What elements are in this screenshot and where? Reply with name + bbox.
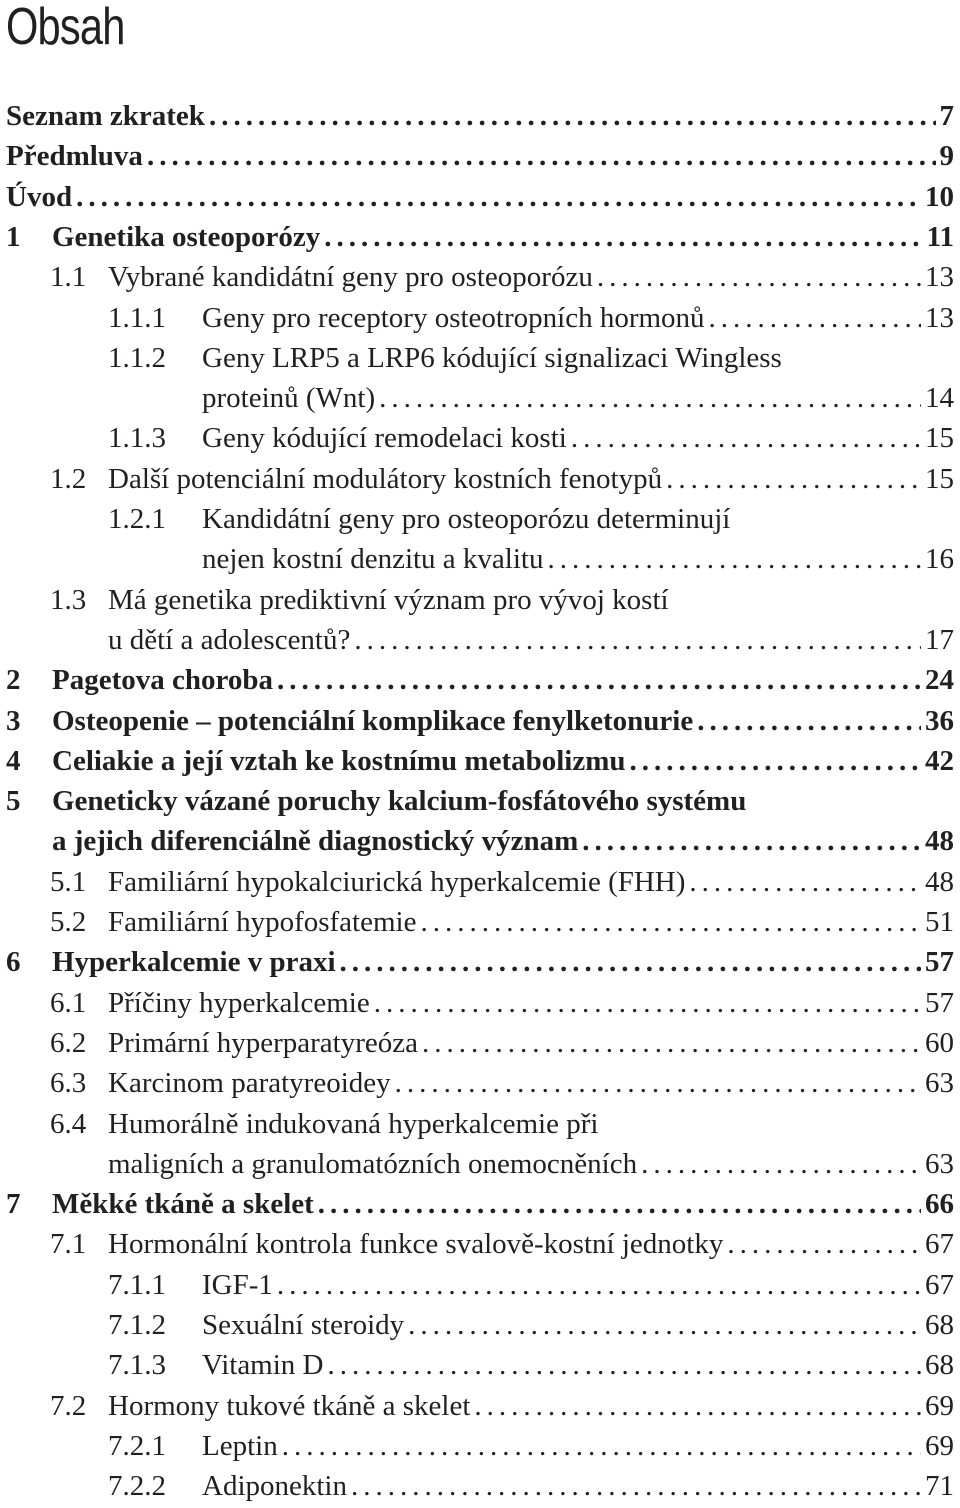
toc-entry-number: 6.2 xyxy=(50,1026,87,1059)
toc-entry-number: 7.1 xyxy=(50,1228,87,1261)
dot-leader xyxy=(351,1466,921,1506)
toc-entry-page: 68 xyxy=(925,1349,954,1382)
toc-entry-number: 6 xyxy=(6,946,21,979)
toc-entry[interactable] xyxy=(0,1466,960,1506)
toc-entry-title: Familiární hypofosfatemie xyxy=(108,906,417,938)
toc-entry[interactable] xyxy=(0,96,960,136)
toc-entry-title: IGF-1 xyxy=(202,1268,273,1301)
toc-entry[interactable] xyxy=(0,1144,960,1184)
toc-entry-title: Má genetika prediktivní význam pro vývoj kostí xyxy=(108,583,669,616)
toc-entry-number: 3 xyxy=(6,704,21,737)
toc-entry-number: 7.2 xyxy=(50,1389,87,1422)
toc-entry-title: Hyperkalcemie v praxi xyxy=(52,946,336,979)
dot-leader xyxy=(76,177,921,217)
dot-leader xyxy=(328,1345,922,1385)
toc-entry-title: nejen kostní denzitu a kvalitu xyxy=(202,543,544,576)
dot-leader xyxy=(354,620,921,660)
dot-leader xyxy=(277,1265,921,1305)
toc-entry[interactable] xyxy=(0,459,960,499)
toc-entry-title: Familiární hypokalciurická hyperkalcemie (FHH) xyxy=(108,865,686,898)
dot-leader xyxy=(689,862,921,902)
dot-leader xyxy=(340,942,921,982)
toc-entry[interactable] xyxy=(0,1023,960,1063)
toc-entry[interactable] xyxy=(0,1386,960,1426)
dot-leader xyxy=(630,741,921,781)
toc-entry-page: 48 xyxy=(925,865,954,898)
dot-leader xyxy=(282,1426,921,1466)
toc-entry-number: 7.2.1 xyxy=(108,1429,166,1462)
toc-entry-page: 68 xyxy=(925,1309,954,1341)
toc-entry-title: Měkké tkáně a skelet xyxy=(52,1188,314,1221)
dot-leader xyxy=(374,983,921,1023)
toc-entry[interactable] xyxy=(0,217,960,257)
toc-entry-title: Geny kódující remodelaci kosti xyxy=(202,422,567,455)
toc-entry-title: Karcinom paratyreoidey xyxy=(108,1067,391,1100)
toc-entry-page: 57 xyxy=(925,986,954,1019)
toc-entry-title: Příčiny hyperkalcemie xyxy=(108,986,370,1019)
toc-entry-page: 63 xyxy=(925,1067,954,1100)
toc-entry-page: 9 xyxy=(939,140,954,173)
dot-leader xyxy=(277,660,921,700)
dot-leader xyxy=(709,298,921,338)
dot-leader xyxy=(727,1224,921,1264)
toc-entry[interactable] xyxy=(0,418,960,458)
toc-entry[interactable] xyxy=(0,1224,960,1264)
toc-entry-page: 67 xyxy=(925,1268,954,1301)
dot-leader xyxy=(597,257,921,297)
toc-entry-title: Hormonální kontrola funkce svalově-kostní jednotky xyxy=(108,1228,724,1261)
toc-entry[interactable] xyxy=(0,701,960,741)
dot-leader xyxy=(420,902,921,942)
toc-entry-number: 6.1 xyxy=(50,986,87,1019)
toc-entry-number: 1.1.2 xyxy=(108,341,166,374)
toc-entry[interactable] xyxy=(0,1345,960,1385)
dot-leader xyxy=(379,378,921,418)
toc-entry-number: 7.2.2 xyxy=(108,1470,166,1503)
toc-entry[interactable] xyxy=(0,620,960,660)
dot-leader xyxy=(318,1184,921,1224)
toc-entry[interactable] xyxy=(0,136,960,176)
toc-entry-title: Pagetova choroba xyxy=(52,664,273,697)
toc-entry[interactable] xyxy=(0,741,960,781)
toc-entry-number: 1.1.3 xyxy=(108,422,166,455)
dot-leader xyxy=(547,539,921,579)
toc-entry-page: 69 xyxy=(925,1429,954,1462)
toc-entry-title: Seznam zkratek xyxy=(6,100,205,132)
toc-entry-page: 17 xyxy=(925,623,954,656)
toc-entry[interactable] xyxy=(0,338,960,378)
toc-entry-page: 69 xyxy=(925,1389,954,1422)
dot-leader xyxy=(582,821,921,861)
toc-entry-page: 66 xyxy=(925,1188,954,1221)
toc-entry[interactable] xyxy=(0,821,960,861)
toc-entry-number: 6.3 xyxy=(50,1067,87,1100)
toc-entry-title: Adiponektin xyxy=(202,1470,347,1503)
toc-entry-title: Další potenciální modulátory kostních fenotypů xyxy=(108,462,663,495)
toc-entry[interactable] xyxy=(0,257,960,297)
toc-entry-title: Humorálně indukovaná hyperkalcemie při xyxy=(108,1107,599,1140)
toc-entry-number: 5.1 xyxy=(50,865,87,898)
dot-leader xyxy=(324,217,922,257)
toc-entry-page: 57 xyxy=(925,946,954,979)
toc-entry-page: 24 xyxy=(925,664,954,697)
toc-entry-number: 5 xyxy=(6,785,21,818)
toc-entry-page: 15 xyxy=(925,422,954,455)
toc-entry-title: Sexuální steroidy xyxy=(202,1309,405,1341)
toc-entry-page: 63 xyxy=(925,1147,954,1180)
dot-leader xyxy=(571,418,921,458)
toc-entry[interactable] xyxy=(0,781,960,821)
dot-leader xyxy=(641,1144,921,1184)
toc-entry-title: Leptin xyxy=(202,1429,278,1462)
toc-entry-page: 7 xyxy=(939,100,954,132)
toc-entry-title: Předmluva xyxy=(6,140,143,173)
toc-entry-number: 1.1 xyxy=(50,261,87,294)
toc-entry-title: Úvod xyxy=(6,180,73,213)
toc-entry[interactable] xyxy=(0,1305,960,1345)
toc-entry-title: Primární hyperparatyreóza xyxy=(108,1026,418,1059)
toc-entry-page: 71 xyxy=(925,1470,954,1503)
toc-entry[interactable] xyxy=(0,983,960,1023)
toc-entry-title: Genetika osteoporózy xyxy=(52,220,321,253)
toc-entry[interactable] xyxy=(0,177,960,217)
toc-entry-number: 1.3 xyxy=(50,583,87,616)
toc-entry-title: Geny LRP5 a LRP6 kódující signalizaci Wingless xyxy=(202,341,782,374)
toc-entry-number: 1.1.1 xyxy=(108,301,166,334)
toc-entry-title: Geneticky vázané poruchy kalcium-fosfátového systému xyxy=(52,785,747,818)
dot-leader xyxy=(408,1305,921,1345)
dot-leader xyxy=(666,459,921,499)
toc-entry-page: 10 xyxy=(925,180,954,213)
toc-entry-page: 11 xyxy=(926,220,954,253)
toc-entry[interactable] xyxy=(0,862,960,902)
toc-entry-page: 14 xyxy=(925,382,954,415)
page-title: Obsah xyxy=(6,0,125,56)
dot-leader xyxy=(697,701,921,741)
toc-entry[interactable] xyxy=(0,902,960,942)
toc-entry-title: maligních a granulomatózních onemocněních xyxy=(108,1147,638,1180)
toc-entry-page: 13 xyxy=(925,301,954,334)
toc-entry[interactable] xyxy=(0,298,960,338)
toc-entry-page: 36 xyxy=(925,704,954,737)
toc-entry-page: 15 xyxy=(925,462,954,495)
toc-entry-title: Osteopenie – potenciální komplikace fenylketonurie xyxy=(52,704,694,737)
dot-leader xyxy=(147,136,936,176)
dot-leader xyxy=(395,1063,921,1103)
toc-entry[interactable] xyxy=(0,1184,960,1224)
toc-entry-title: Kandidátní geny pro osteoporózu determinují xyxy=(202,503,731,535)
toc-entry-number: 2 xyxy=(6,664,21,697)
toc-entry[interactable] xyxy=(0,942,960,982)
toc-entry-page: 16 xyxy=(925,543,954,576)
toc-entry[interactable] xyxy=(0,1265,960,1305)
toc-entry[interactable] xyxy=(0,580,960,620)
toc-entry-number: 7 xyxy=(6,1188,21,1221)
dot-leader xyxy=(474,1386,921,1426)
toc-entry-page: 13 xyxy=(925,261,954,294)
toc-entry-page: 51 xyxy=(925,906,954,938)
toc-entry-title: Celiakie a její vztah ke kostnímu metabolizmu xyxy=(52,744,626,777)
toc-entry-number: 1 xyxy=(6,220,21,253)
toc-entry-number: 1.2 xyxy=(50,462,87,495)
toc-entry[interactable] xyxy=(0,1104,960,1144)
toc-entry-title: Hormony tukové tkáně a skelet xyxy=(108,1389,471,1422)
toc-entry-number: 4 xyxy=(6,744,21,777)
toc-entry[interactable] xyxy=(0,1426,960,1466)
toc-entry-number: 7.1.2 xyxy=(108,1309,166,1341)
toc-entry-page: 60 xyxy=(925,1026,954,1059)
dot-leader xyxy=(209,96,936,136)
toc-entry-title: Vybrané kandidátní geny pro osteoporózu xyxy=(108,261,593,294)
toc-entry[interactable] xyxy=(0,378,960,418)
toc-entry-number: 7.1.3 xyxy=(108,1349,166,1382)
toc-entry-title: u dětí a adolescentů? xyxy=(108,623,351,656)
toc-entry-number: 5.2 xyxy=(50,906,87,938)
toc-entry-page: 42 xyxy=(925,744,954,777)
toc-entry-page: 67 xyxy=(925,1228,954,1261)
toc-entry[interactable] xyxy=(0,539,960,579)
toc-entry[interactable] xyxy=(0,1063,960,1103)
toc-entry-number: 6.4 xyxy=(50,1107,87,1140)
toc-entry-page: 48 xyxy=(925,825,954,858)
toc-entry-title: Geny pro receptory osteotropních hormonů xyxy=(202,301,705,334)
toc-entry-title: proteinů (Wnt) xyxy=(202,382,376,415)
toc-entry-title: a jejich diferenciálně diagnostický význam xyxy=(52,825,579,858)
dot-leader xyxy=(422,1023,921,1063)
toc-entry-number: 1.2.1 xyxy=(108,503,166,535)
toc-entry[interactable] xyxy=(0,660,960,700)
toc-entry-title: Vitamin D xyxy=(202,1349,324,1382)
toc-entry[interactable] xyxy=(0,499,960,539)
toc-entry-number: 7.1.1 xyxy=(108,1268,166,1301)
